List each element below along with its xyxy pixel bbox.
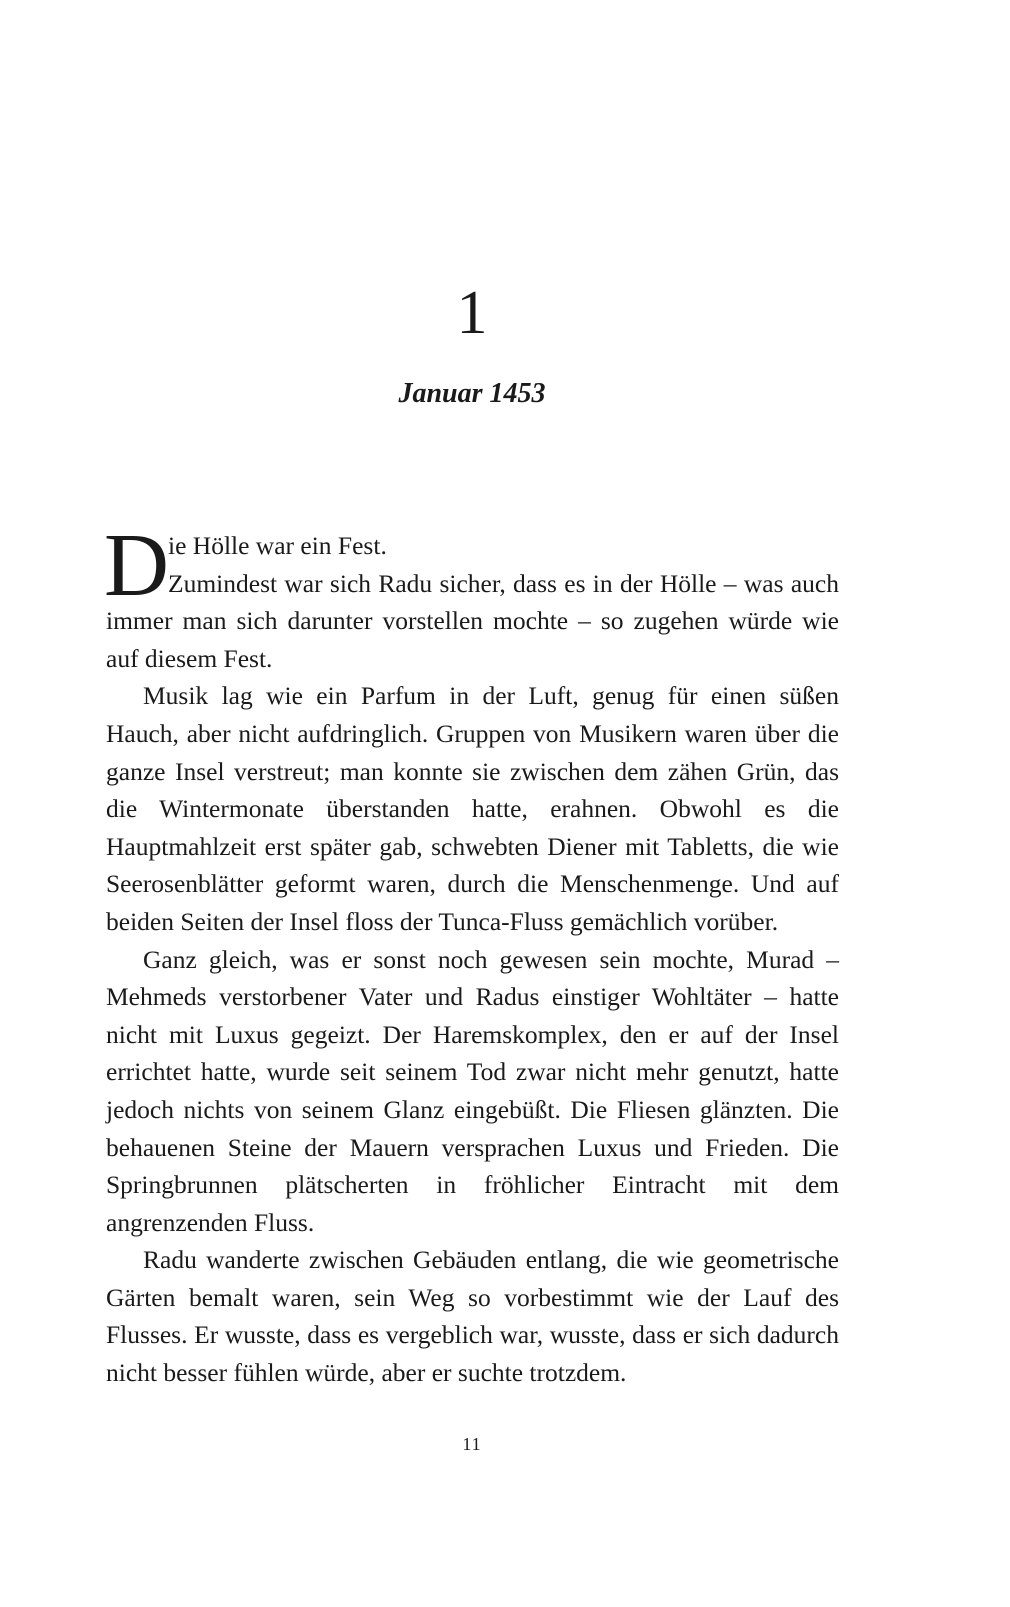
drop-cap [104, 516, 169, 615]
paragraph-2: Musik lag wie ein Parfum in der Luft, genug für einen süßen Hauch, aber nicht aufdringlich. Gruppen von Musikern waren über die ganze Insel verstreut; man konnte sie zwischen dem zähen Grün, das die Wintermonate überstanden hatte, erahnen. Obwohl es die Hauptmahlzeit erst später gab, schwebten Diener mit Tabletts, die wie Seerosenblätter geformt waren, durch die Menschenmenge. Und auf beiden Seiten der Insel floss der Tunca-Fluss gemächlich vorüber. [106, 681, 839, 936]
opening-sentence: ie Hölle war ein Fest. [168, 531, 387, 560]
paragraph-3: Ganz gleich, was er sonst noch gewesen sein mochte, Murad – Mehmeds verstorbener Vater und Radus einstiger Wohltäter – hatte nicht mit Luxus gegeizt. Der Haremskomplex, den er auf der Insel errichtet hatte, wurde seit seinem Tod zwar nicht mehr genutzt, hatte jedoch nichts von seinem Glanz eingebüßt. Die Fliesen glänzten. Die behauenen Steine der Mauern versprachen Luxus und Frieden. Die Springbrunnen plätscherten in fröhlicher Eintracht mit dem angrenzenden Fluss. [106, 944, 839, 1237]
chapter-body [104, 516, 839, 1392]
paragraph-4: Radu wanderte zwischen Gebäuden entlang, die wie geometrische Gärten bemalt waren, sein Weg so vorbestimmt wie der Lauf des Flusses. Er wusste, dass es vergeblich war, wusste, dass er sich dadurch nicht besser fühlen würde, aber er suchte trotzdem. [106, 1245, 839, 1388]
opening-paragraph [104, 516, 839, 677]
chapter-date: Januar 1453 [398, 378, 546, 409]
page-number: 11 [462, 1434, 482, 1454]
paragraph-1: Zumindest war sich Radu sicher, dass es in der Hölle – was auch immer man sich darunter vorstellen mochte – so zugehen würde wie auf diesem Fest. [106, 568, 839, 673]
drop-cap-letter: D [104, 516, 169, 615]
chapter-number: 1 [456, 279, 488, 347]
